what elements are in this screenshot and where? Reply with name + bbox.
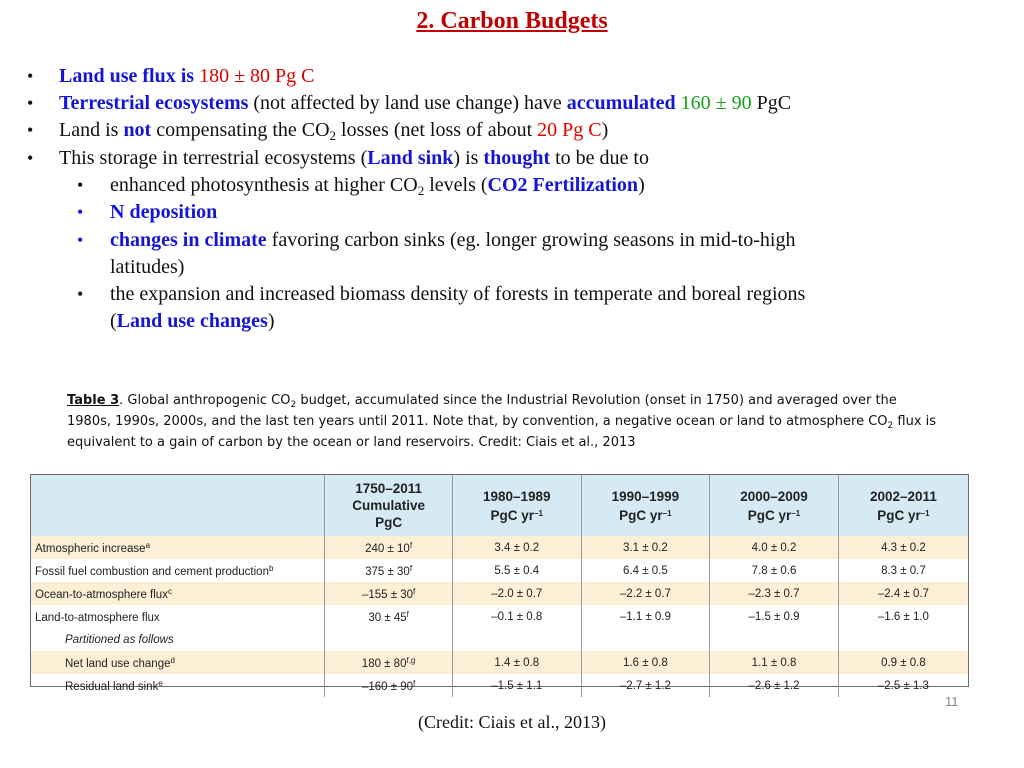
table-cell: $30 \pm 45^f$: [325, 605, 453, 628]
row-label: Ocean-to-atmosphere flux$^c$: [31, 582, 325, 605]
bullet-dot: •: [27, 120, 34, 140]
bullet-dot: •: [77, 230, 84, 250]
table-cell: $-155 \pm 30^f$: [325, 582, 453, 605]
caption-label: Table 3: [67, 393, 120, 408]
bullet-text: not: [123, 119, 152, 141]
bullet-dot: •: [27, 66, 34, 86]
table-cell: 6.4 ± 0.5: [581, 559, 710, 582]
bullet-text: This storage in terrestrial ecosystems (: [59, 147, 368, 169]
table-cell: –1.6 ± 1.0: [838, 605, 968, 628]
row-label: Atmospheric increase$^a$: [31, 536, 325, 559]
table-cell: 1.4 ± 0.8: [452, 651, 581, 674]
header-cell: 2002–2011 PgC $yr^{-1}$: [838, 475, 968, 536]
row-label: Fossil fuel combustion and cement production$^b$: [35, 563, 274, 578]
bullet-text: changes in climate: [110, 229, 267, 251]
row-label: Net land use change$^d$: [31, 651, 325, 674]
table-cell-empty: [452, 628, 581, 651]
table-cell: –2.6 ± 1.2: [710, 674, 839, 697]
table-cell: –2.0 ± 0.7: [452, 582, 581, 605]
table-cell: $180 \pm 80^{f,g}$: [325, 651, 453, 674]
slide-title: 2. Carbon Budgets: [416, 8, 608, 34]
caption-text: Global anthropogenic CO: [127, 393, 291, 408]
header-cell: 1980–1989 PgC $yr^{-1}$: [452, 475, 581, 536]
table-row: [31, 605, 968, 628]
header-cell: 1990–1999 PgC $yr^{-1}$: [581, 475, 710, 536]
table-cell: 5.5 ± 0.4: [452, 559, 581, 582]
bullet-text: enhanced photosynthesis at higher CO: [110, 174, 418, 196]
bullet-dot: •: [77, 175, 84, 195]
table-cell: 8.3 ± 0.7: [838, 559, 968, 582]
bullet-text: ): [638, 174, 645, 196]
caption-text: flux is equivalent to a gain of carbon by the ocean or land reservoirs. Credit: Ciais et al., 2013: [67, 414, 937, 450]
table-cell: –2.5 ± 1.3: [838, 674, 968, 697]
bullet-text: Land is: [59, 119, 119, 141]
table-cell: 1.1 ± 0.8: [710, 651, 839, 674]
bullet-text: ): [601, 119, 609, 141]
bullet-text: (not affected by land use change) have: [253, 92, 562, 114]
row-label: Land-to-atmosphere flux: [35, 611, 160, 624]
table-cell: 4.0 ± 0.2: [710, 536, 839, 559]
bullet-text: accumulated: [566, 92, 676, 114]
table-cell-empty: [710, 628, 839, 651]
table-row: [31, 651, 968, 674]
bullet-text: the expansion and increased biomass density of forests in temperate and boreal regions: [110, 283, 806, 305]
table-cell: 3.4 ± 0.2: [452, 536, 581, 559]
bullet-dot: •: [77, 284, 84, 304]
table-row: [31, 559, 968, 582]
table-cell: –0.1 ± 0.8: [452, 605, 581, 628]
bullet-text: CO2 Fertilization: [487, 174, 639, 196]
bullet-text: levels (: [429, 174, 488, 196]
bullet-text: losses (net loss of about: [341, 119, 533, 141]
table-cell: –1.1 ± 0.9: [581, 605, 710, 628]
table-cell: 0.9 ± 0.8: [838, 651, 968, 674]
table-cell: $375 \pm 30^f$: [325, 559, 453, 582]
subscript: 2: [290, 400, 297, 410]
bullet-dot: •: [27, 148, 34, 168]
header-cell-empty: [31, 475, 325, 536]
bullet-text: ) is: [453, 147, 479, 169]
table-cell-empty: [838, 628, 968, 651]
bullet-text: N deposition: [110, 201, 218, 223]
bullet-text: favoring carbon sinks (eg. longer growing seasons in mid-to-high: [271, 229, 796, 251]
table-cell: $-160 \pm 90^f$: [325, 674, 453, 697]
bullet-text: Land use flux is: [59, 65, 195, 87]
carbon-budget-table: [30, 474, 969, 693]
bullet-text: (: [110, 310, 117, 332]
table-caption: [67, 390, 937, 453]
bullet-text: thought: [483, 147, 551, 169]
table-cell: –2.7 ± 1.2: [581, 674, 710, 697]
table-cell: –2.3 ± 0.7: [710, 582, 839, 605]
table-cell-empty: [581, 628, 710, 651]
credit-line: (Credit: Ciais et al., 2013): [418, 712, 606, 732]
bullet-dot: •: [27, 93, 34, 113]
table-cell: 4.3 ± 0.2: [838, 536, 968, 559]
net-loss-value: 20 Pg C: [537, 119, 602, 141]
bullet-text: latitudes): [110, 256, 185, 278]
accumulated-value: 160 ± 90: [680, 92, 752, 114]
bullet-text: Land sink: [367, 147, 454, 169]
table-cell: –1.5 ± 1.1: [452, 674, 581, 697]
bullet-text: PgC: [756, 92, 792, 114]
table-cell: 1.6 ± 0.8: [581, 651, 710, 674]
table-cell: –1.5 ± 0.9: [710, 605, 839, 628]
table-header-row: [31, 475, 968, 536]
row-label: Partitioned as follows: [65, 633, 174, 646]
row-label: Residual land sink$^e$: [65, 678, 163, 693]
bullet-dot: •: [77, 202, 84, 222]
table-cell: $240 \pm 10^f$: [325, 536, 453, 559]
subscript: 2: [887, 421, 894, 431]
table-cell: –2.4 ± 0.7: [838, 582, 968, 605]
page-number: 11: [945, 694, 959, 709]
bullet-text: ): [267, 310, 275, 332]
table-row-partition-note: [31, 628, 968, 651]
header-cell: 2000–2009 PgC $yr^{-1}$: [710, 475, 839, 536]
data-table: [31, 475, 968, 697]
caption-text: .: [119, 393, 124, 408]
table-cell: 3.1 ± 0.2: [581, 536, 710, 559]
bullet-text: compensating the CO: [156, 119, 330, 141]
table-cell: –2.2 ± 0.7: [581, 582, 710, 605]
bullet-text: Land use changes: [116, 310, 268, 332]
table-row: [31, 674, 968, 697]
subscript: 2: [417, 183, 425, 198]
subscript: 2: [329, 128, 337, 143]
table-cell-empty: [325, 628, 453, 651]
table-row: [31, 582, 968, 605]
table-cell: 7.8 ± 0.6: [710, 559, 839, 582]
bullet-text: Terrestrial ecosystems: [59, 92, 249, 114]
caption-text: budget, accumulated since the Industrial Revolution (onset in 1750) and averaged over the 1980s, 1990s, 2000s, and the last ten years until 2011. Note that, by convention, a negative ocean or land to atmosphere CO: [67, 393, 897, 429]
land-use-flux-value: 180 ± 80 Pg C: [199, 65, 315, 87]
table-row: [31, 536, 968, 559]
bullet-text: to be due to: [555, 147, 649, 169]
header-cell: 1750–2011 Cumulative PgC: [325, 475, 453, 536]
